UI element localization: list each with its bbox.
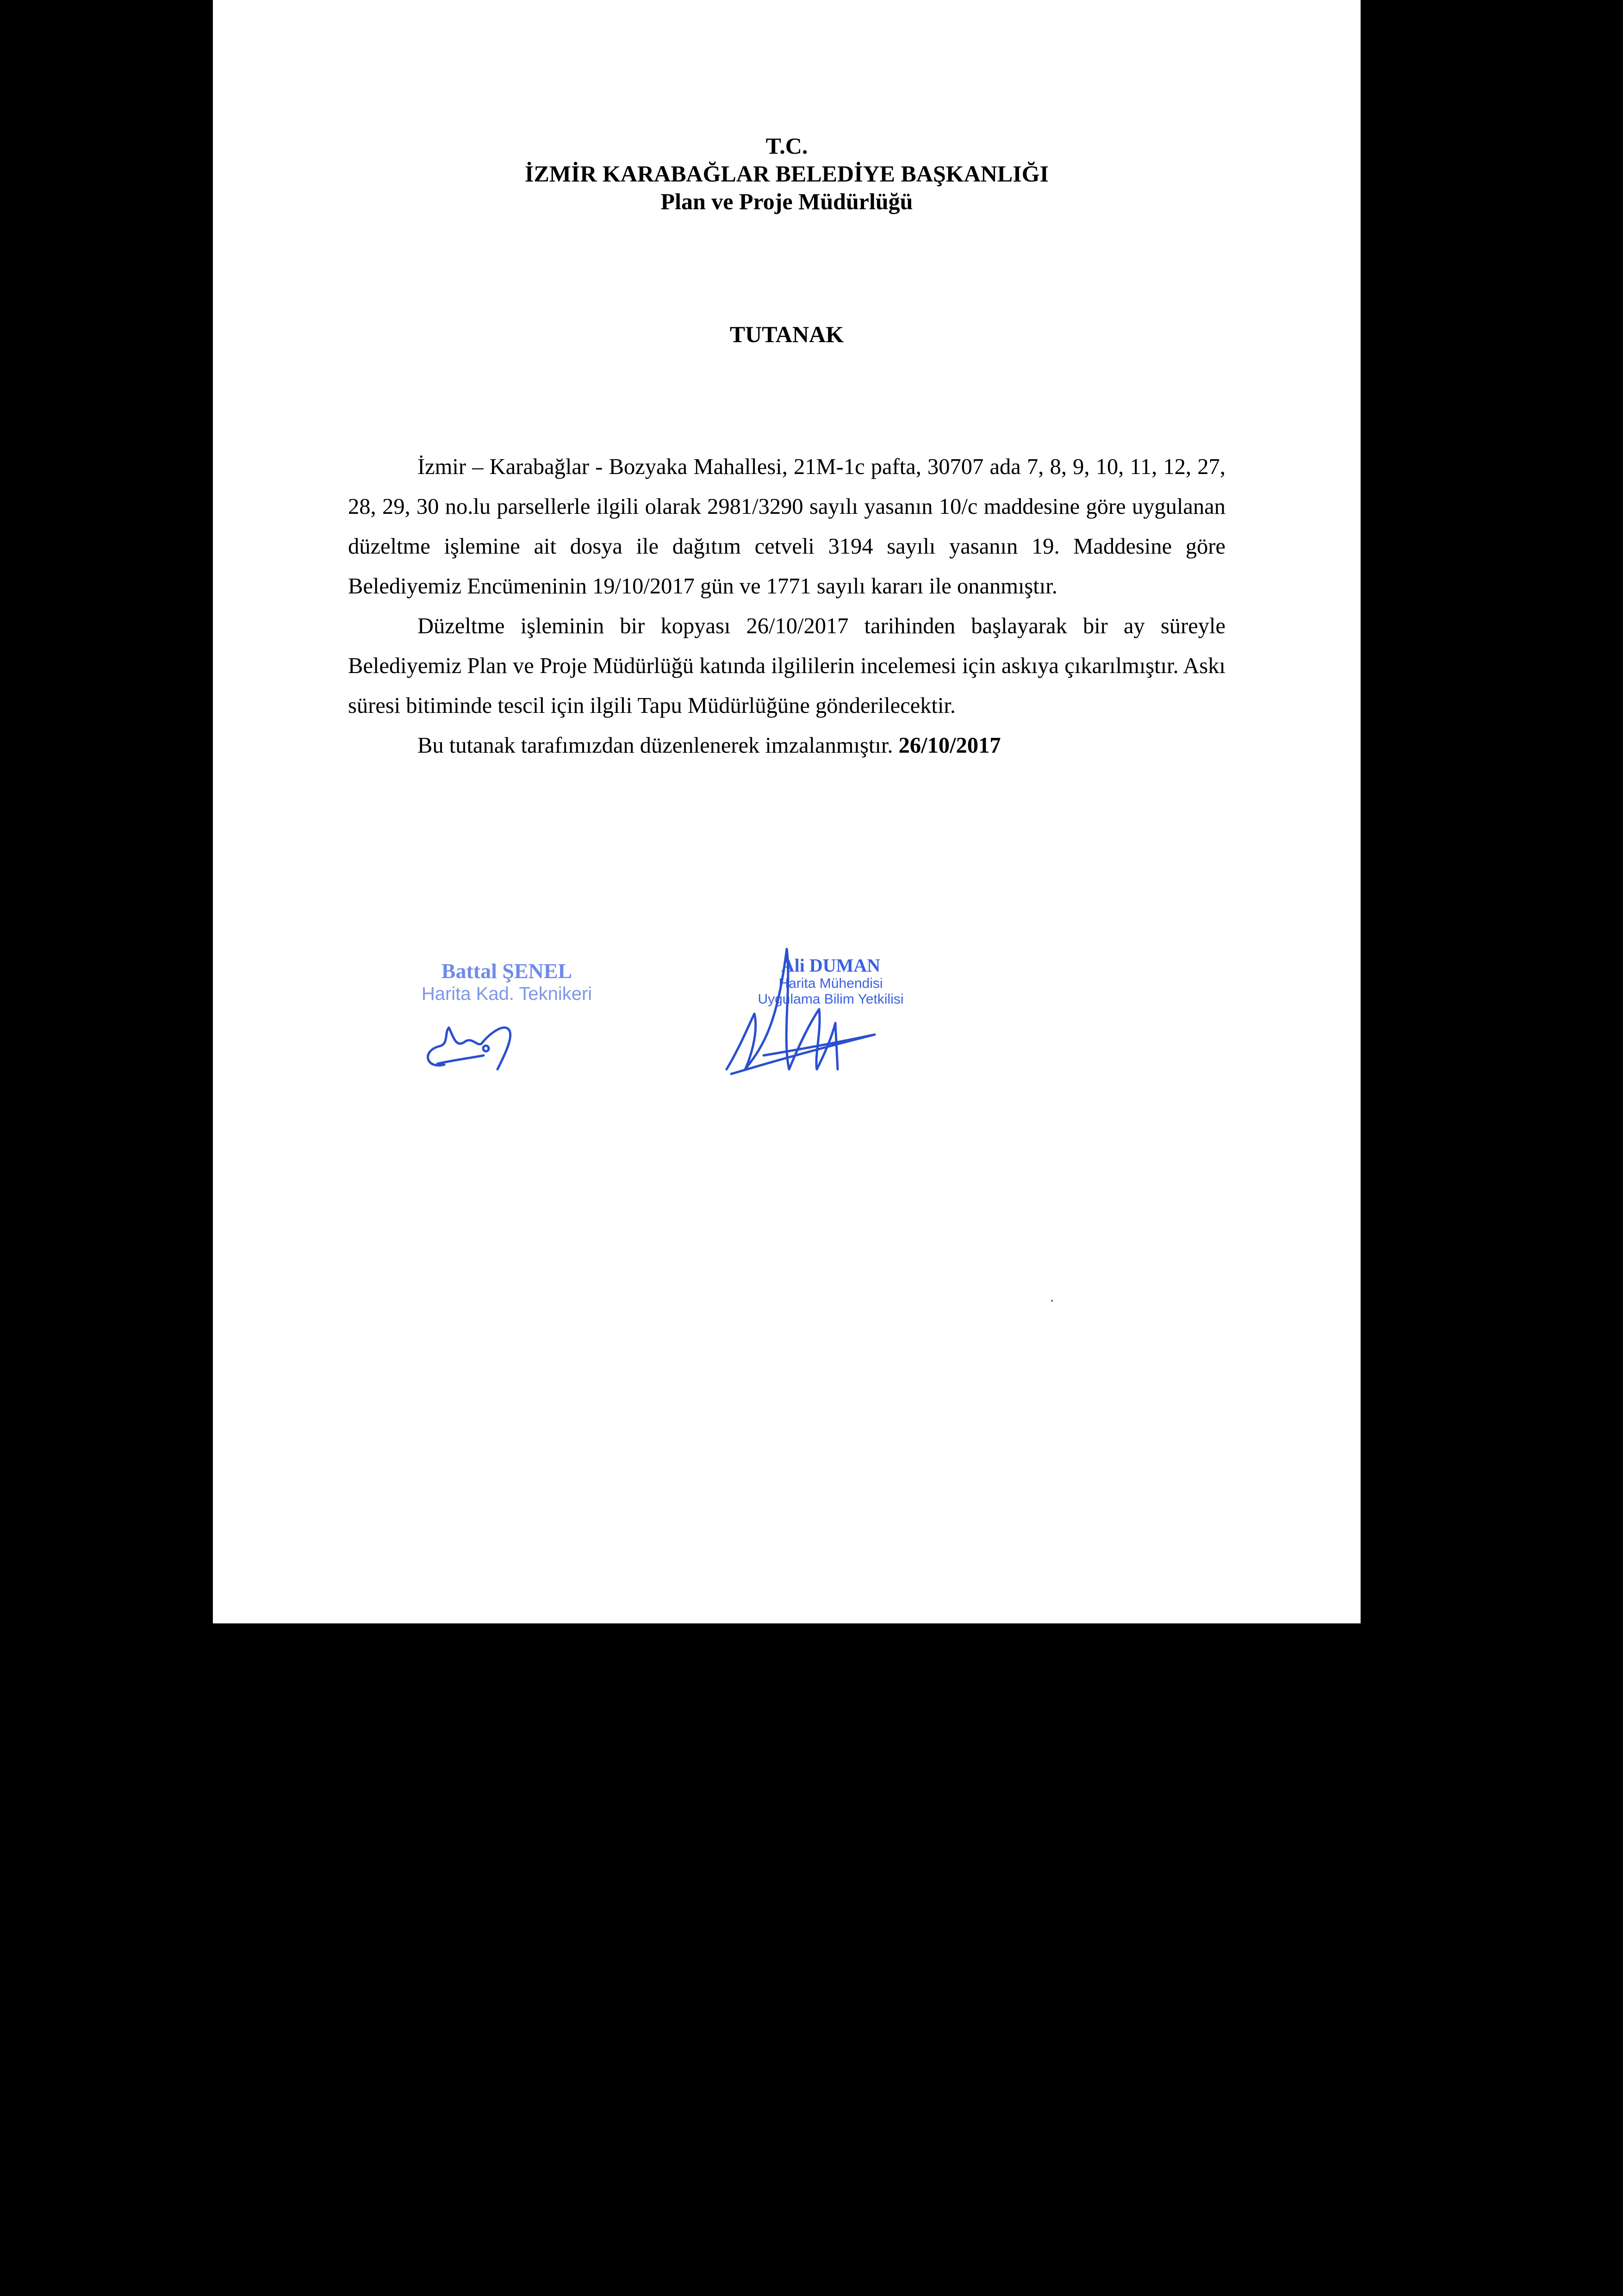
header-line-department: Plan ve Proje Müdürlüğü [660,188,913,214]
signatory-right-title: Harita Mühendisi [778,976,883,991]
signatory-right-role: Uygulama Bilim Yetkilisi [758,992,904,1007]
document-body [348,447,1225,766]
paragraph-2: Düzeltme işleminin bir kopyası 26/10/2017 tarihinden başlayarak bir ay süreyle Belediyemiz Plan ve Proje Müdürlüğü katında ilgililerin incelemesi için askıya çıkarılmıştır. Askı süresi bitiminde tescil için ilgili Tapu Müdürlüğüne gönderilecektir. [348,614,1225,718]
paragraph-1: İzmir – Karabağlar - Bozyaka Mahallesi, 21M-1c pafta, 30707 ada 7, 8, 9, 10, 11, 12, 27, 28, 29, 30 no.lu parsellerle ilgili olarak 2981/3290 sayılı yasanın 10/c maddesine göre uygulanan düzeltme işlemine ait dosya ile dağıtım cetveli 3194 sayılı yasanın 19. Maddesine göre Belediyemiz Encümeninin 19/10/2017 gün ve 1771 sayılı kararı ile onanmıştır. [348,455,1225,599]
signatory-right-name: Ali DUMAN [781,955,881,976]
signature-right [722,930,889,1079]
scan-speck [1051,1300,1053,1302]
paragraph-3-date: 26/10/2017 [898,733,1001,758]
signature-left [417,1004,537,1074]
signatory-left-title: Harita Kad. Teknikeri [421,984,592,1004]
header-line-municipality: İZMİR KARABAĞLAR BELEDİYE BAŞKANLIĞI [524,161,1049,187]
signatory-left-name: Battal ŞENEL [441,959,572,983]
paragraph-3 [348,726,1225,766]
paragraph-3-text: Bu tutanak tarafımızdan düzenlenerek imzalanmıştır. [417,733,893,758]
header-line-tc: T.C. [765,133,808,159]
document-header [213,132,1361,215]
document-title: TUTANAK [729,321,844,347]
document-page [213,0,1361,1623]
signatory-stamp-left [410,959,604,1004]
